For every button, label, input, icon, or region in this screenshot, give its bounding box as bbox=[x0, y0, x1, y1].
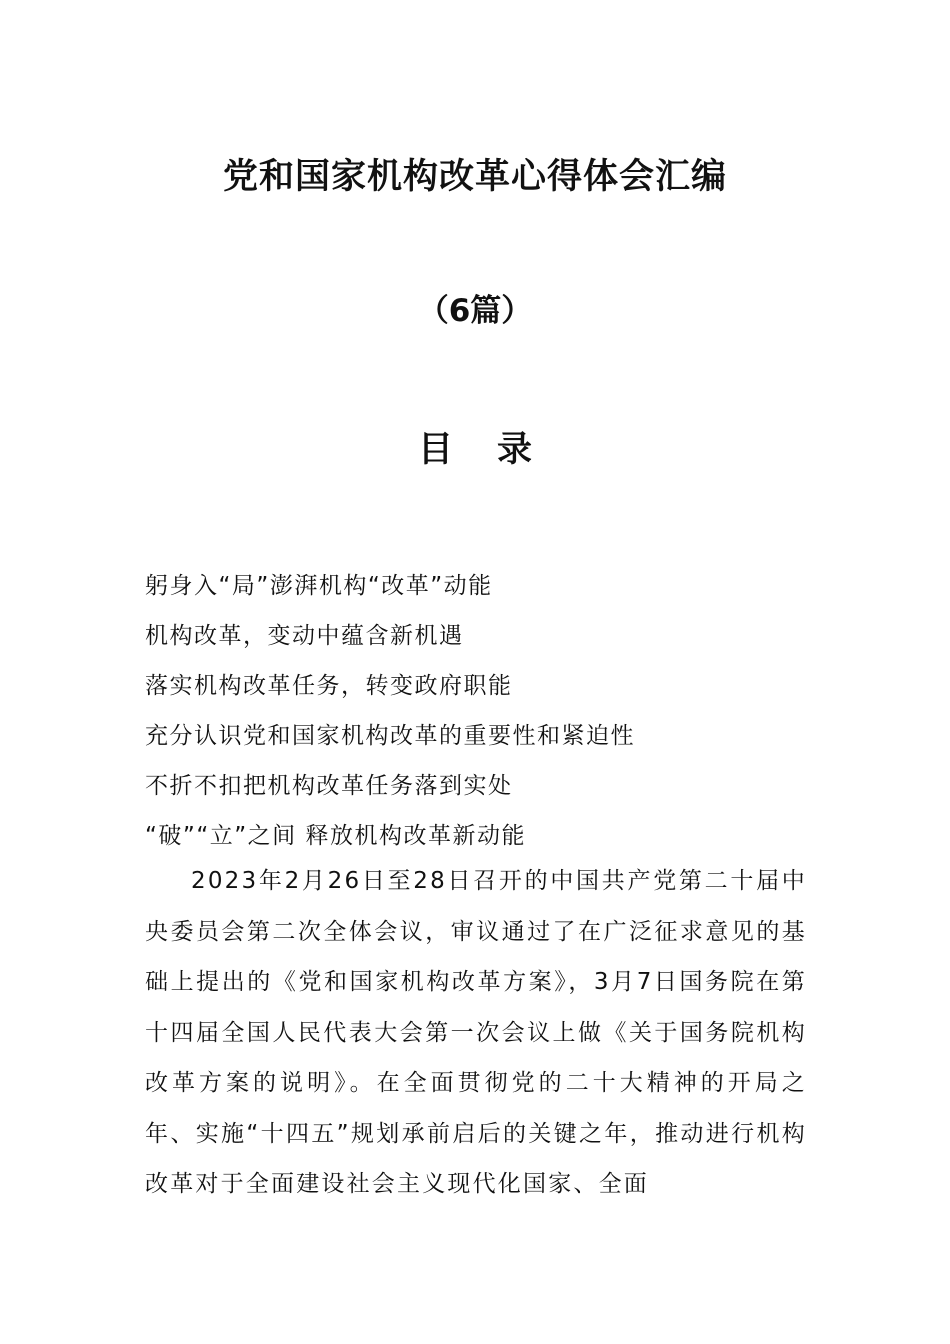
toc-heading-left: 目 bbox=[417, 430, 453, 470]
toc-heading-right: 录 bbox=[497, 430, 533, 470]
body-paragraph: 2023年2月26日至28日召开的中国共产党第二十届中央委员会第二次全体会议，审议通过了在广泛征求意见的基础上提出的《党和国家机构改革方案》，3月7日国务院在第十四届全国人民代表大会第一次会议上做《关于国务院机构改革方案的说明》。在全面贯彻党的二十大精神的开局之年、实施“十四五”规划承前启后的关键之年，推动进行机构改革对于全面建设社会主义现代化国家、全面 bbox=[145, 868, 807, 1197]
toc-item[interactable]: 落实机构改革任务，转变政府职能 bbox=[145, 673, 513, 699]
toc-item[interactable]: 不折不扣把机构改革任务落到实处 bbox=[145, 773, 513, 799]
toc-item[interactable]: 机构改革，变动中蕴含新机遇 bbox=[145, 623, 464, 649]
toc-item[interactable]: “破”“立”之间 释放机构改革新动能 bbox=[145, 823, 526, 849]
toc-item[interactable]: 充分认识党和国家机构改革的重要性和紧迫性 bbox=[145, 723, 635, 749]
document-subtitle: （6篇） bbox=[417, 293, 533, 329]
toc-item[interactable]: 躬身入“局”澎湃机构“改革”动能 bbox=[145, 573, 493, 599]
toc-list bbox=[145, 561, 635, 861]
toc-heading bbox=[0, 425, 950, 475]
document-title: 党和国家机构改革心得体会汇编 bbox=[222, 157, 727, 197]
